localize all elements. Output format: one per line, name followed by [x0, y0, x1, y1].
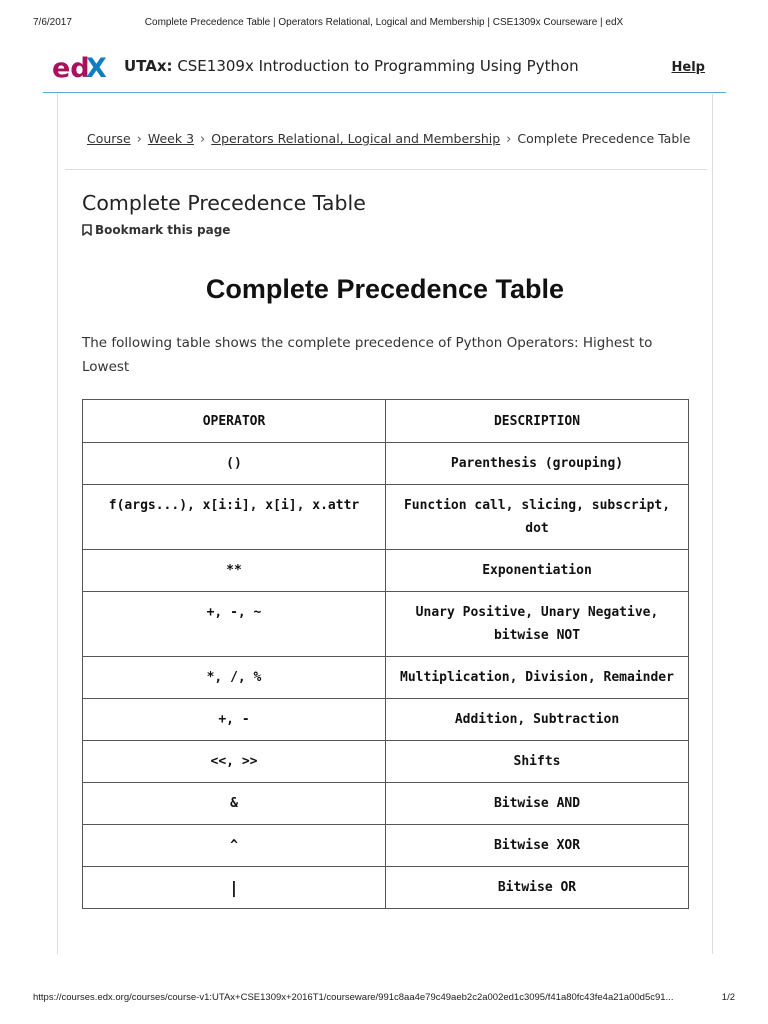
table-row	[83, 485, 689, 550]
description-cell: Addition, Subtraction	[386, 699, 689, 741]
table-row	[83, 699, 689, 741]
print-title: Complete Precedence Table | Operators Relational, Logical and Membership | CSE1309x Courseware | edX	[144, 17, 624, 28]
operator-cell: ()	[83, 443, 386, 485]
bookmark-icon	[82, 224, 92, 236]
operator-cell: f(args...), x[i:i], x[i], x.attr	[83, 485, 386, 550]
description-cell: Unary Positive, Unary Negative, bitwise NOT	[386, 592, 689, 657]
table-row	[83, 550, 689, 592]
breadcrumb-separator-icon: ›	[200, 132, 206, 147]
precedence-table	[82, 399, 689, 909]
intro-text: The following table shows the complete precedence of Python Operators: Highest to Lowest	[82, 335, 653, 375]
operator-cell: +, -	[83, 699, 386, 741]
table-row	[83, 443, 689, 485]
course-name: CSE1309x Introduction to Programming Using Python	[177, 57, 579, 75]
content-heading: Complete Precedence Table	[205, 274, 565, 304]
course-title	[124, 57, 579, 75]
breadcrumb-separator-icon: ›	[506, 132, 512, 147]
table-row	[83, 867, 689, 909]
breadcrumb-course-link[interactable]: Course	[87, 131, 131, 146]
column-header-description: DESCRIPTION	[386, 400, 689, 443]
table-row	[83, 741, 689, 783]
column-header-operator: OPERATOR	[83, 400, 386, 443]
description-cell: Bitwise OR	[386, 867, 689, 909]
print-header	[0, 17, 768, 31]
description-cell: Parenthesis (grouping)	[386, 443, 689, 485]
help-link[interactable]: Help	[671, 60, 705, 75]
bookmark-button[interactable]	[82, 223, 230, 237]
print-page-number: 1/2	[721, 992, 735, 1003]
svg-text:ed: ed	[52, 53, 90, 84]
description-cell: Bitwise AND	[386, 783, 689, 825]
table-row	[83, 592, 689, 657]
operator-cell: &	[83, 783, 386, 825]
table-row	[83, 657, 689, 699]
breadcrumb-separator-icon: ›	[136, 132, 142, 147]
unit-title: Complete Precedence Table	[82, 191, 366, 215]
table-row	[83, 825, 689, 867]
print-footer	[0, 992, 768, 1006]
operator-cell: *, /, %	[83, 657, 386, 699]
description-cell: Function call, slicing, subscript, dot	[386, 485, 689, 550]
breadcrumb	[87, 131, 697, 147]
description-cell: Bitwise XOR	[386, 825, 689, 867]
breadcrumb-current: Complete Precedence Table	[517, 131, 691, 146]
course-org: UTAx:	[124, 57, 173, 75]
operator-cell: |	[83, 867, 386, 909]
breadcrumb-section-link[interactable]: Operators Relational, Logical and Membership	[211, 131, 501, 146]
description-cell: Multiplication, Division, Remainder	[386, 657, 689, 699]
breadcrumb-week-link[interactable]: Week 3	[147, 131, 195, 146]
print-url: https://courses.edx.org/courses/course-v1:UTAx+CSE1309x+2016T1/courseware/991c8aa4e79c49aeb2c2a002ed1c3095/f41a80fc43fe4a21a00d5c91...	[33, 992, 674, 1003]
operator-cell: **	[83, 550, 386, 592]
description-cell: Shifts	[386, 741, 689, 783]
bookmark-label: Bookmark this page	[95, 223, 231, 237]
table-header-row	[83, 400, 689, 443]
course-header	[43, 48, 726, 93]
edx-logo-icon[interactable]	[52, 52, 107, 84]
operator-cell: <<, >>	[83, 741, 386, 783]
operator-cell: +, -, ~	[83, 592, 386, 657]
operator-cell: ^	[83, 825, 386, 867]
breadcrumb-divider	[65, 169, 707, 170]
course-content	[57, 94, 713, 954]
table-row	[83, 783, 689, 825]
print-date: 7/6/2017	[33, 17, 72, 28]
svg-text:X: X	[86, 53, 107, 84]
description-cell: Exponentiation	[386, 550, 689, 592]
